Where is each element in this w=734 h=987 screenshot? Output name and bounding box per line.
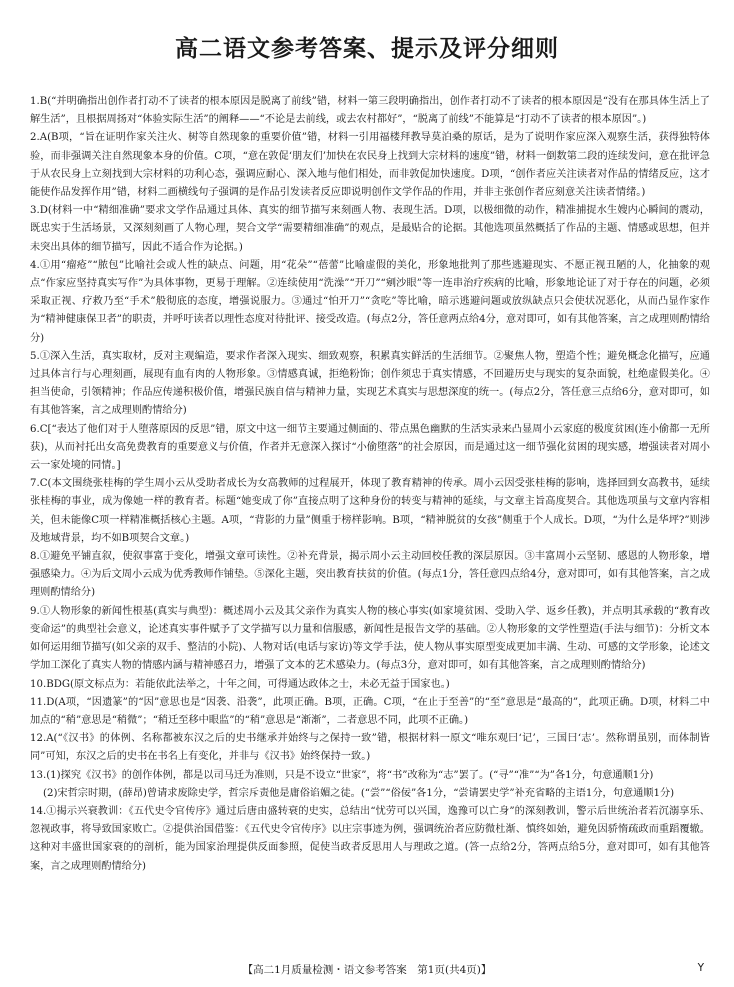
answer-item-13-sub: (2)宋哲宗时期，(薛昂)曾请求废除史学，哲宗斥责他是庸俗谄媚之徒。(“尝”“俗佞”各1分，“尝请罢史学”补充省略的主语1分，句意通顺1分)	[43, 787, 675, 799]
answer-item-1: 1.B(“并明确指出创作者打动不了读者的根本原因是脱离了前线”错，材料一第三段明确指出，创作者打动不了读者的根本原因是“没有在那具体生活上了解生活”，且根据周扬对“体验实际生活”的阐释——“不论是去前线，或去农村都好”，“脱离了前线”不能算是“打动不了读者的根本原因”。)	[30, 96, 710, 126]
answer-item-5: 5.①深入生活，真实取材，反对主观编造，要求作者深入现实、细致观察，积累真实鲜活的生活细节。②聚焦人物，塑造个性；避免概念化描写，应通过具体言行与心理刻画，展现有血有肉的人物形象。③情感真诚，拒绝粉饰；创作须忠于真实情感，不回避历史与现实的复杂面貌，杜绝虚假美化。④担当使命，引领精神；作品应传递积极价值，增强民族自信与精神力量，实现艺术真实与思想深度的统一。(每点2分，答任意三点给6分，意对即可，如有其他答案，言之成理则酌情给分)	[30, 350, 710, 417]
footer-code: Y	[697, 962, 704, 974]
answer-item-8: 8.①避免平铺直叙，使叙事富于变化，增强文章可读性。②补充背景，揭示周小云主动回校任教的深层原因。③丰富周小云坚韧、感恩的人物形象，增强感染力。④为后文周小云成为优秀教师作铺垫。⑤深化主题，突出教育扶贫的价值。(每点1分，答任意四点给4分，意对即可，如有其他答案，言之成理则酌情给分)	[30, 551, 710, 599]
answer-item-10: 10.BDG(原文标点为：若能依此法举之，十年之间，可得通达政体之士，未必无益于国家也。)	[30, 678, 450, 690]
answer-item-11: 11.D(A项，“因遗篆”的“因”意思也是“因袭、沿袭”，此项正确。B项，正确。C项，“在止于至善”的“至”意思是“最高的”，此项正确。D项，材料二中加点的“稍”意思是“稍微”；“稍迁至移中眼监”的“稍”意思是“渐渐”，二者意思不同，此项不正确。)	[30, 696, 710, 726]
answer-item-3: 3.D(材料一中“精细准确”要求文学作品通过具体、真实的细节描写来刻画人物、表现生活。D项，以极细微的动作，精准捕捉水生嫂内心瞬间的震动，既忠实于生活场景，又深刻刻画了人物心理，契合文学“需要精细准确”的观点，是最贴合的论据。其他选项虽然概括了作品的主题、情感或思想，但并未突出具体的细节描写，因此不适合作为论据。)	[30, 205, 710, 253]
page-footer: 【高二1月质量检测・语文参考答案 第1页(共4页)】	[242, 964, 492, 976]
answer-item-12: 12.A(“《汉书》的体例、名称都被东汉之后的史书继承并始终与之保持一致”错，根据材料一原文“唯东观曰‘记’，三国曰‘志’。然称谓虽别，而体制皆同”可知，东汉之后的史书在书名上有变化，并非与《汉书》始终保持一致。)	[30, 733, 710, 763]
answer-item-9: 9.①人物形象的新闻性根基(真实与典型)：概述周小云及其父亲作为真实人物的核心事实(如家境贫困、受助入学、返乡任教)，并点明其承载的“教育改变命运”的典型社会意义，论述真实事件赋予了文学描写以力量和信服感，新闻性是报告文学的基础。②人物形象的文学性塑造(手法与细节)：分析文本如何运用细节描写(如父亲的双手、整洁的小院)、人物对话(电话与家访)等文学手法，使人物从事实原型变成更加丰满、生动、可感的文学形象，论述文学加工深化了真实人物的情感内涵与精神感召力，增强了文本的艺术感染力。(每点3分，意对即可，如有其他答案，言之成理则酌情给分)	[30, 605, 710, 672]
answer-item-4: 4.①用“瘤疮”“脓包”比喻社会或人性的缺点、问题，用“花朵”“蓓蕾”比喻虚假的美化，形象地批判了那些逃避现实、不愿正视丑陋的人，化抽象的观点“作家应坚持真实写作”为具体事物，更易于理解。②连续使用“洗澡”“开刀”“剜沙眼”等一连串治疗疾病的比喻，形象地论证了对于存在的问题，必须采取正视、疗救乃至“手术”般彻底的态度，增强说服力。③通过“怕开刀”“贪吃”等比喻，暗示逃避问题或放纵缺点只会使状况恶化，从而凸显作家作为“精神健康保卫者”的职责，并呼吁读者以理性态度对待批评、接受改造。(每点2分，答任意两点给4分，意对即可，如有其他答案，言之成理则酌情给分)	[30, 259, 710, 344]
answer-item-7: 7.C(本文围绕张桂梅的学生周小云从受助者成长为女高教师的过程展开，体现了教育精神的传承。周小云因受张桂梅的影响，选择回到女高教书，延续张桂梅的事业，成为像她一样的教育者。标题“她变成了你”直接点明了这种身份的转变与精神的延续，与文章主旨高度契合。其他选项虽与文章内容相关，但未能像C项一样精准概括核心主题。A项，“背影的力量”侧重于榜样影响。B项，“精神脱贫的女孩”侧重于个人成长。D项，“为什么是华坪?”则涉及地域背景，均不如B项契合文章。)	[30, 478, 710, 544]
answer-item-2: 2.A(B项，“旨在证明作家关注火、树等自然现象的重要价值”错，材料一引用福楼拜教导莫泊桑的原话，是为了说明作家应深入观察生活，获得独特体验，而非强调关注自然现象本身的价值。C项，“意在敦促‘朋友们’加快在农民身上找到大宗材料的速度”错，材料一倒数第二段的连续发问，意在批评急于从农民身上立刻找到大宗材料的功利心态，强调应耐心、深入地与他们相处，而非敦促加快速度。D项，“创作者应关注读者对作品的情绪反应，这才能使作品发挥作用”错，材料二画横线句子强调的是作品引发读者反应即说明创作文学作品的作用，并非主张创作者应刻意关注读者情绪。)	[30, 132, 710, 199]
document-title: 高二语文参考答案、提示及评分细则	[175, 36, 559, 62]
answer-item-6: 6.C[“表达了他们对于人堕落原因的反思”错，原文中这一细节主要通过侧面的、带点黑色幽默的生活实录来凸显周小云家庭的极度贫困(连小偷都一无所获)，从而衬托出女高免费教育的重要意义与价值，作者并无意深入探讨“小偷堕落”的社会原因，而是通过这一细节强化贫困的现实感，增强读者对周小云一家处境的同情。]	[30, 423, 710, 472]
answer-list	[30, 93, 710, 876]
answer-item-13: 13.(1)探究《汉书》的创作体例，都是以司马迁为准则，只是不设立“世家”，将“书”改称为“志”罢了。(“寻”“准”“为”各1分，句意通顺1分)	[30, 769, 654, 781]
answer-item-14: 14.①揭示兴衰教训：《五代史令官传序》通过后唐由盛转衰的史实，总结出“忧劳可以兴国，逸豫可以亡身”的深刻教训，警示后世统治者若沉溺享乐、忽视政事，将导致国家败亡。②提供治国借鉴：《五代史令官传序》以庄宗事迹为例，强调统治者应防微杜渐、慎终如始，避免因骄惰疏政而重蹈覆辙。这种对丰盛世国家衰的的剖析，能为国家治理提供反面参照，促使当政者反思用人与理政之道。(答一点给2分，答两点给5分，意对即可，如有其他答案，言之成理则酌情给分)	[30, 805, 710, 872]
